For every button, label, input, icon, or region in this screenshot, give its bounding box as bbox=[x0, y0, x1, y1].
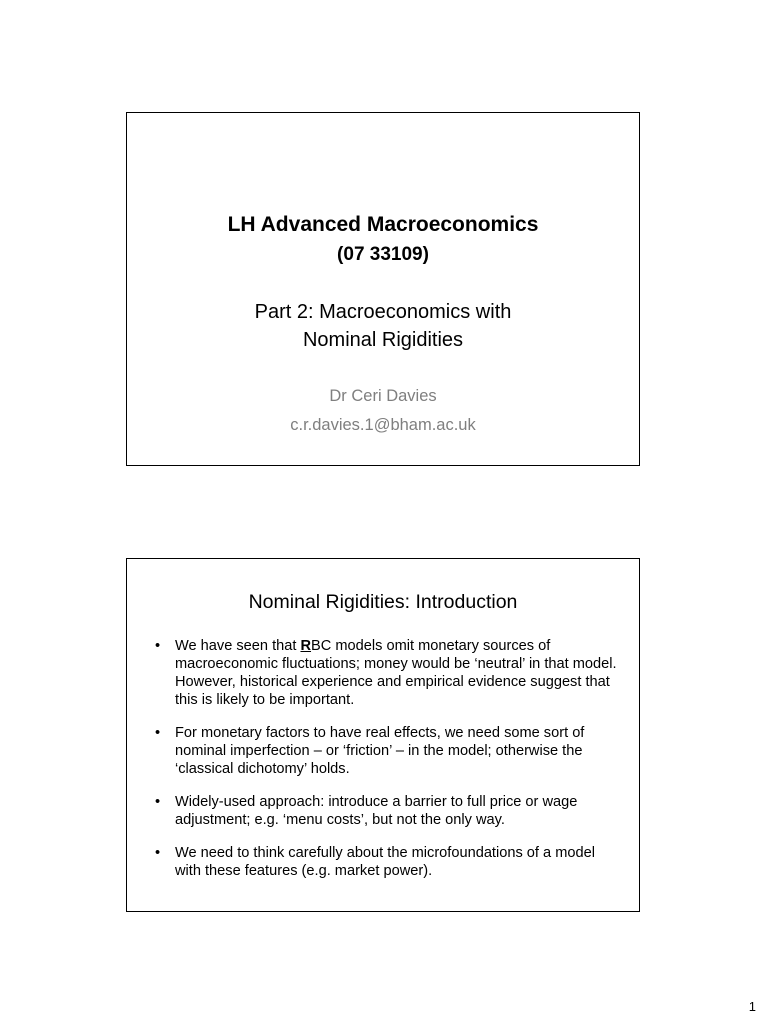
bullet-list bbox=[153, 637, 623, 895]
bullet-text-start: We have seen that bbox=[175, 638, 301, 654]
bullet-item bbox=[153, 724, 623, 778]
bullet-marker: • bbox=[155, 794, 161, 810]
bullet-text-rest: BC models omit monetary sources of macroeconomic fluctuations; money would be ‘neutral’ in that model. However, historical experience and empirical evidence suggest that this is likely to be important. bbox=[175, 638, 617, 708]
bullet-text: We need to think carefully about the microfoundations of a model with these features (e.g. market power). bbox=[175, 845, 595, 879]
intro-slide bbox=[126, 558, 640, 912]
bullet-marker: • bbox=[155, 845, 161, 861]
title-slide bbox=[126, 112, 640, 466]
bullet-text: Widely-used approach: introduce a barrier to full price or wage adjustment; e.g. ‘menu costs’, but not the only way. bbox=[175, 794, 578, 828]
bullet-item bbox=[153, 844, 623, 880]
part-title-line-2: Nominal Rigidities bbox=[302, 329, 464, 351]
author-name: Dr Ceri Davies bbox=[329, 387, 437, 405]
part-title-line-1: Part 2: Macroeconomics with bbox=[254, 301, 512, 323]
bullet-text: For monetary factors to have real effects, we need some sort of nominal imperfection – or ‘friction’ – in the model; otherwise the ‘classical dichotomy’ holds. bbox=[175, 725, 585, 777]
bullet-item bbox=[153, 637, 623, 709]
author-email: c.r.davies.1@bham.ac.uk bbox=[290, 416, 476, 434]
course-title: LH Advanced Macroeconomics bbox=[227, 213, 539, 236]
bullet-item bbox=[153, 793, 623, 829]
slide-title: Nominal Rigidities: Introduction bbox=[248, 591, 518, 613]
part-title bbox=[127, 298, 639, 354]
bullet-marker: • bbox=[155, 638, 161, 654]
page-number: 1 bbox=[748, 999, 756, 1014]
rbc-emphasis: R bbox=[300, 638, 312, 654]
bullet-marker: • bbox=[155, 725, 161, 741]
course-code: (07 33109) bbox=[337, 244, 429, 265]
